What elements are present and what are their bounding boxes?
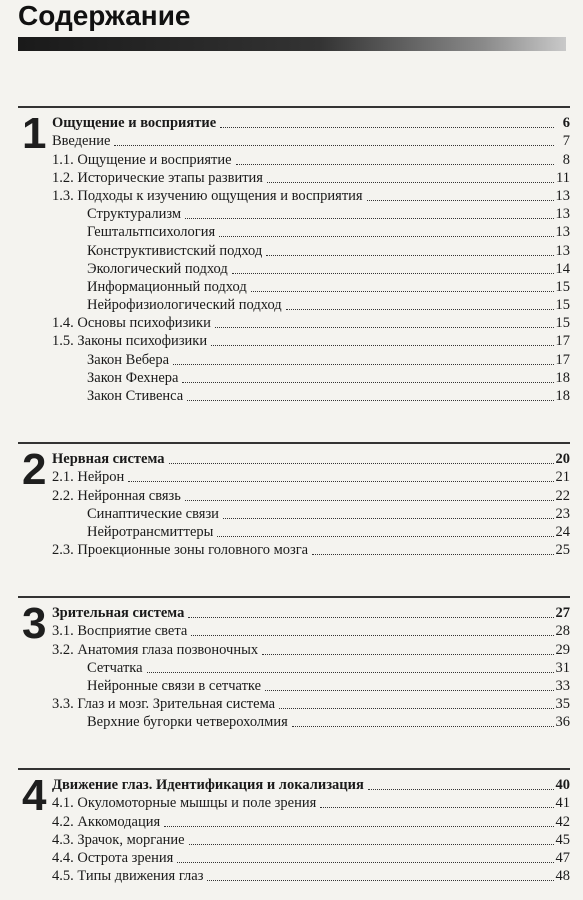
toc-entry-label: Верхние бугорки четверохолмия (87, 714, 288, 731)
dot-leader (232, 273, 554, 274)
toc-entry[interactable] (18, 132, 570, 150)
toc-entry-label: 3.2. Анатомия глаза позвоночных (52, 641, 259, 658)
toc-chapter-heading[interactable] (18, 776, 570, 794)
dot-leader (251, 291, 554, 292)
dot-leader (236, 164, 554, 165)
toc-entry[interactable] (18, 369, 570, 387)
dot-leader (312, 554, 553, 555)
toc-entry-label: Введение (52, 133, 111, 150)
toc-entry-page: 6 (562, 115, 570, 132)
toc-entry-page: 18 (555, 388, 570, 404)
dot-leader (207, 880, 553, 881)
chapter-number: 2 (22, 445, 47, 494)
dot-leader (185, 500, 554, 501)
toc-entry[interactable] (18, 713, 570, 731)
dot-leader (164, 826, 553, 827)
chapter-2 (18, 442, 570, 559)
toc-entries (18, 445, 570, 559)
toc-entry-page: 45 (555, 831, 570, 848)
toc-chapter-heading[interactable] (18, 450, 570, 468)
toc-entry-label: Экологический подход (87, 260, 228, 277)
toc-entry-label: Информационный подход (87, 278, 247, 295)
toc-entry-page: 17 (555, 351, 570, 368)
toc-entry-page: 13 (555, 242, 570, 259)
toc-entry-page: 35 (555, 696, 570, 713)
toc-entry-page: 36 (555, 714, 570, 731)
toc-entry-page: 8 (562, 151, 570, 168)
toc-entry-page: 23 (555, 505, 570, 522)
toc-entry[interactable] (18, 622, 570, 640)
toc-entry[interactable] (18, 523, 570, 541)
dot-leader (215, 327, 554, 328)
toc-entry-page: 31 (555, 659, 570, 676)
toc-entry-label: 4.1. Окуломоторные мышцы и поле зрения (52, 795, 317, 812)
toc-entry[interactable] (18, 831, 570, 849)
toc-entry-label: Закон Вебера (87, 351, 170, 368)
toc-entry-page: 47 (555, 849, 570, 866)
toc-entry-page: 7 (562, 133, 570, 150)
toc-entry[interactable] (18, 468, 570, 486)
toc-entry[interactable] (18, 150, 570, 168)
toc-entry-page: 48 (555, 868, 570, 885)
toc-entry-label: Нейротрансмиттеры (87, 523, 214, 540)
toc-entry-label: 2.1. Нейрон (52, 469, 125, 486)
toc-entry-page: 28 (555, 623, 570, 640)
dot-leader (185, 218, 553, 219)
toc-entry-page: 14 (555, 260, 570, 277)
toc-entry[interactable] (18, 314, 570, 332)
dot-leader (220, 127, 554, 128)
toc-entry-page: 20 (555, 451, 570, 468)
toc-entry-page: 11 (556, 169, 570, 186)
toc-entry-label: Закон Стивенса (87, 388, 184, 404)
toc-entry[interactable] (18, 794, 570, 812)
toc-entry[interactable] (18, 849, 570, 867)
toc-entry-page: 21 (555, 469, 570, 486)
toc-entry[interactable] (18, 241, 570, 259)
dot-leader (292, 726, 554, 727)
toc-entry-page: 40 (555, 777, 570, 794)
dot-leader (217, 536, 553, 537)
dot-leader (367, 200, 554, 201)
dot-leader (169, 463, 554, 464)
toc-entry-page: 17 (555, 333, 570, 350)
chapter-rule (18, 596, 570, 598)
toc-entry-page: 15 (555, 297, 570, 314)
chapter-1 (18, 106, 570, 404)
chapter-3 (18, 596, 570, 731)
toc-entry-label: 1.5. Законы психофизики (52, 333, 208, 350)
toc-entries (18, 109, 570, 405)
toc-entry-page: 41 (555, 795, 570, 812)
dot-leader (219, 236, 553, 237)
chapter-number: 3 (22, 599, 47, 648)
toc-entry-label: 4.3. Зрачок, моргание (52, 831, 185, 848)
dot-leader (223, 518, 554, 519)
toc-entry[interactable] (18, 169, 570, 187)
dot-leader (147, 672, 554, 673)
toc-entry-page: 13 (555, 187, 570, 204)
toc-entry[interactable] (18, 659, 570, 677)
toc-entry-page: 42 (555, 813, 570, 830)
toc-entries (18, 599, 570, 731)
chapter-number: 4 (22, 771, 47, 820)
toc-entry-label: 3.3. Глаз и мозг. Зрительная система (52, 696, 276, 713)
toc-entry-label: Сетчатка (87, 659, 143, 676)
chapter-rule (18, 106, 570, 108)
toc-entry[interactable] (18, 695, 570, 713)
toc-entry[interactable] (18, 867, 570, 885)
toc-entry-label: Закон Фехнера (87, 369, 179, 386)
toc-entry[interactable] (18, 486, 570, 504)
toc-entry-label: 1.2. Исторические этапы развития (52, 169, 263, 186)
toc-chapter-heading[interactable] (18, 604, 570, 622)
toc-entry-label: 4.5. Типы движения глаз (52, 868, 204, 885)
toc-entry[interactable] (18, 187, 570, 205)
toc-entry-page: 29 (555, 641, 570, 658)
toc-entry[interactable] (18, 677, 570, 695)
dot-leader (265, 690, 553, 691)
toc-entry[interactable] (18, 812, 570, 830)
toc-entry-label: 1.3. Подходы к изучению ощущения и восприятия (52, 187, 363, 204)
chapter-rule (18, 768, 570, 770)
dot-leader (177, 862, 553, 863)
dot-leader (286, 309, 554, 310)
dot-leader (191, 635, 553, 636)
toc-entry[interactable] (18, 332, 570, 350)
toc-entry[interactable] (18, 387, 570, 405)
dot-leader (128, 481, 553, 482)
toc-entry-page: 33 (555, 677, 570, 694)
dot-leader (279, 708, 553, 709)
toc-entry-label: Зрительная система (52, 605, 185, 622)
toc-entry-label: Движение глаз. Идентификация и локализация (52, 777, 364, 794)
toc-entry-label: 3.1. Восприятие света (52, 623, 188, 640)
toc-entry-page: 22 (555, 487, 570, 504)
toc-entry-label: Нейронные связи в сетчатке (87, 677, 262, 694)
dot-leader (187, 400, 553, 401)
dot-leader (211, 345, 553, 346)
dot-leader (173, 364, 553, 365)
toc-entry-page: 15 (555, 315, 570, 332)
toc-entry-label: Конструктивистский подход (87, 242, 263, 259)
toc-entry-page: 27 (555, 605, 570, 622)
toc-entry-page: 24 (555, 523, 570, 540)
chapter-rule (18, 442, 570, 444)
toc-entry-label: 1.4. Основы психофизики (52, 315, 211, 332)
toc-entry-page: 15 (555, 278, 570, 295)
dot-leader (368, 789, 554, 790)
toc-entry-label: Гештальтпсихология (87, 224, 216, 241)
toc-entry[interactable] (18, 296, 570, 314)
toc-entry-label: Ощущение и восприятие (52, 115, 217, 132)
toc-entry-label: 2.3. Проекционные зоны головного мозга (52, 542, 309, 559)
toc-entry-label: 4.4. Острота зрения (52, 849, 174, 866)
toc-entry-label: Синаптические связи (87, 505, 219, 522)
toc-entry-label: Нервная система (52, 451, 165, 468)
toc-entry-page: 13 (555, 224, 570, 241)
toc-entry[interactable] (18, 278, 570, 296)
toc-entry-label: Структурализм (87, 206, 182, 223)
toc-entry-label: 2.2. Нейронная связь (52, 487, 181, 504)
toc-entry-label: 4.2. Аккомодация (52, 813, 161, 830)
page-title: Содержание (18, 0, 191, 31)
dot-leader (182, 382, 553, 383)
toc-entry-page: 18 (555, 369, 570, 386)
toc-entry[interactable] (18, 541, 570, 559)
toc-entry-label: 1.1. Ощущение и восприятие (52, 151, 232, 168)
toc-entry-label: Нейрофизиологический подход (87, 297, 282, 314)
dot-leader (266, 255, 553, 256)
title-bar (18, 37, 566, 51)
toc-entry-page: 13 (555, 206, 570, 223)
toc-entries (18, 771, 570, 885)
chapter-4 (18, 768, 570, 885)
toc-entry[interactable] (18, 505, 570, 523)
toc-entry[interactable] (18, 350, 570, 368)
dot-leader (267, 182, 554, 183)
toc-entry-page: 25 (555, 542, 570, 559)
toc-entry[interactable] (18, 640, 570, 658)
toc-entry[interactable] (18, 205, 570, 223)
toc-chapter-heading[interactable] (18, 114, 570, 132)
toc-entry[interactable] (18, 223, 570, 241)
dot-leader (188, 617, 553, 618)
dot-leader (114, 145, 554, 146)
dot-leader (262, 654, 553, 655)
dot-leader (189, 844, 554, 845)
toc-entry[interactable] (18, 260, 570, 278)
chapter-number: 1 (22, 109, 47, 158)
dot-leader (320, 807, 553, 808)
